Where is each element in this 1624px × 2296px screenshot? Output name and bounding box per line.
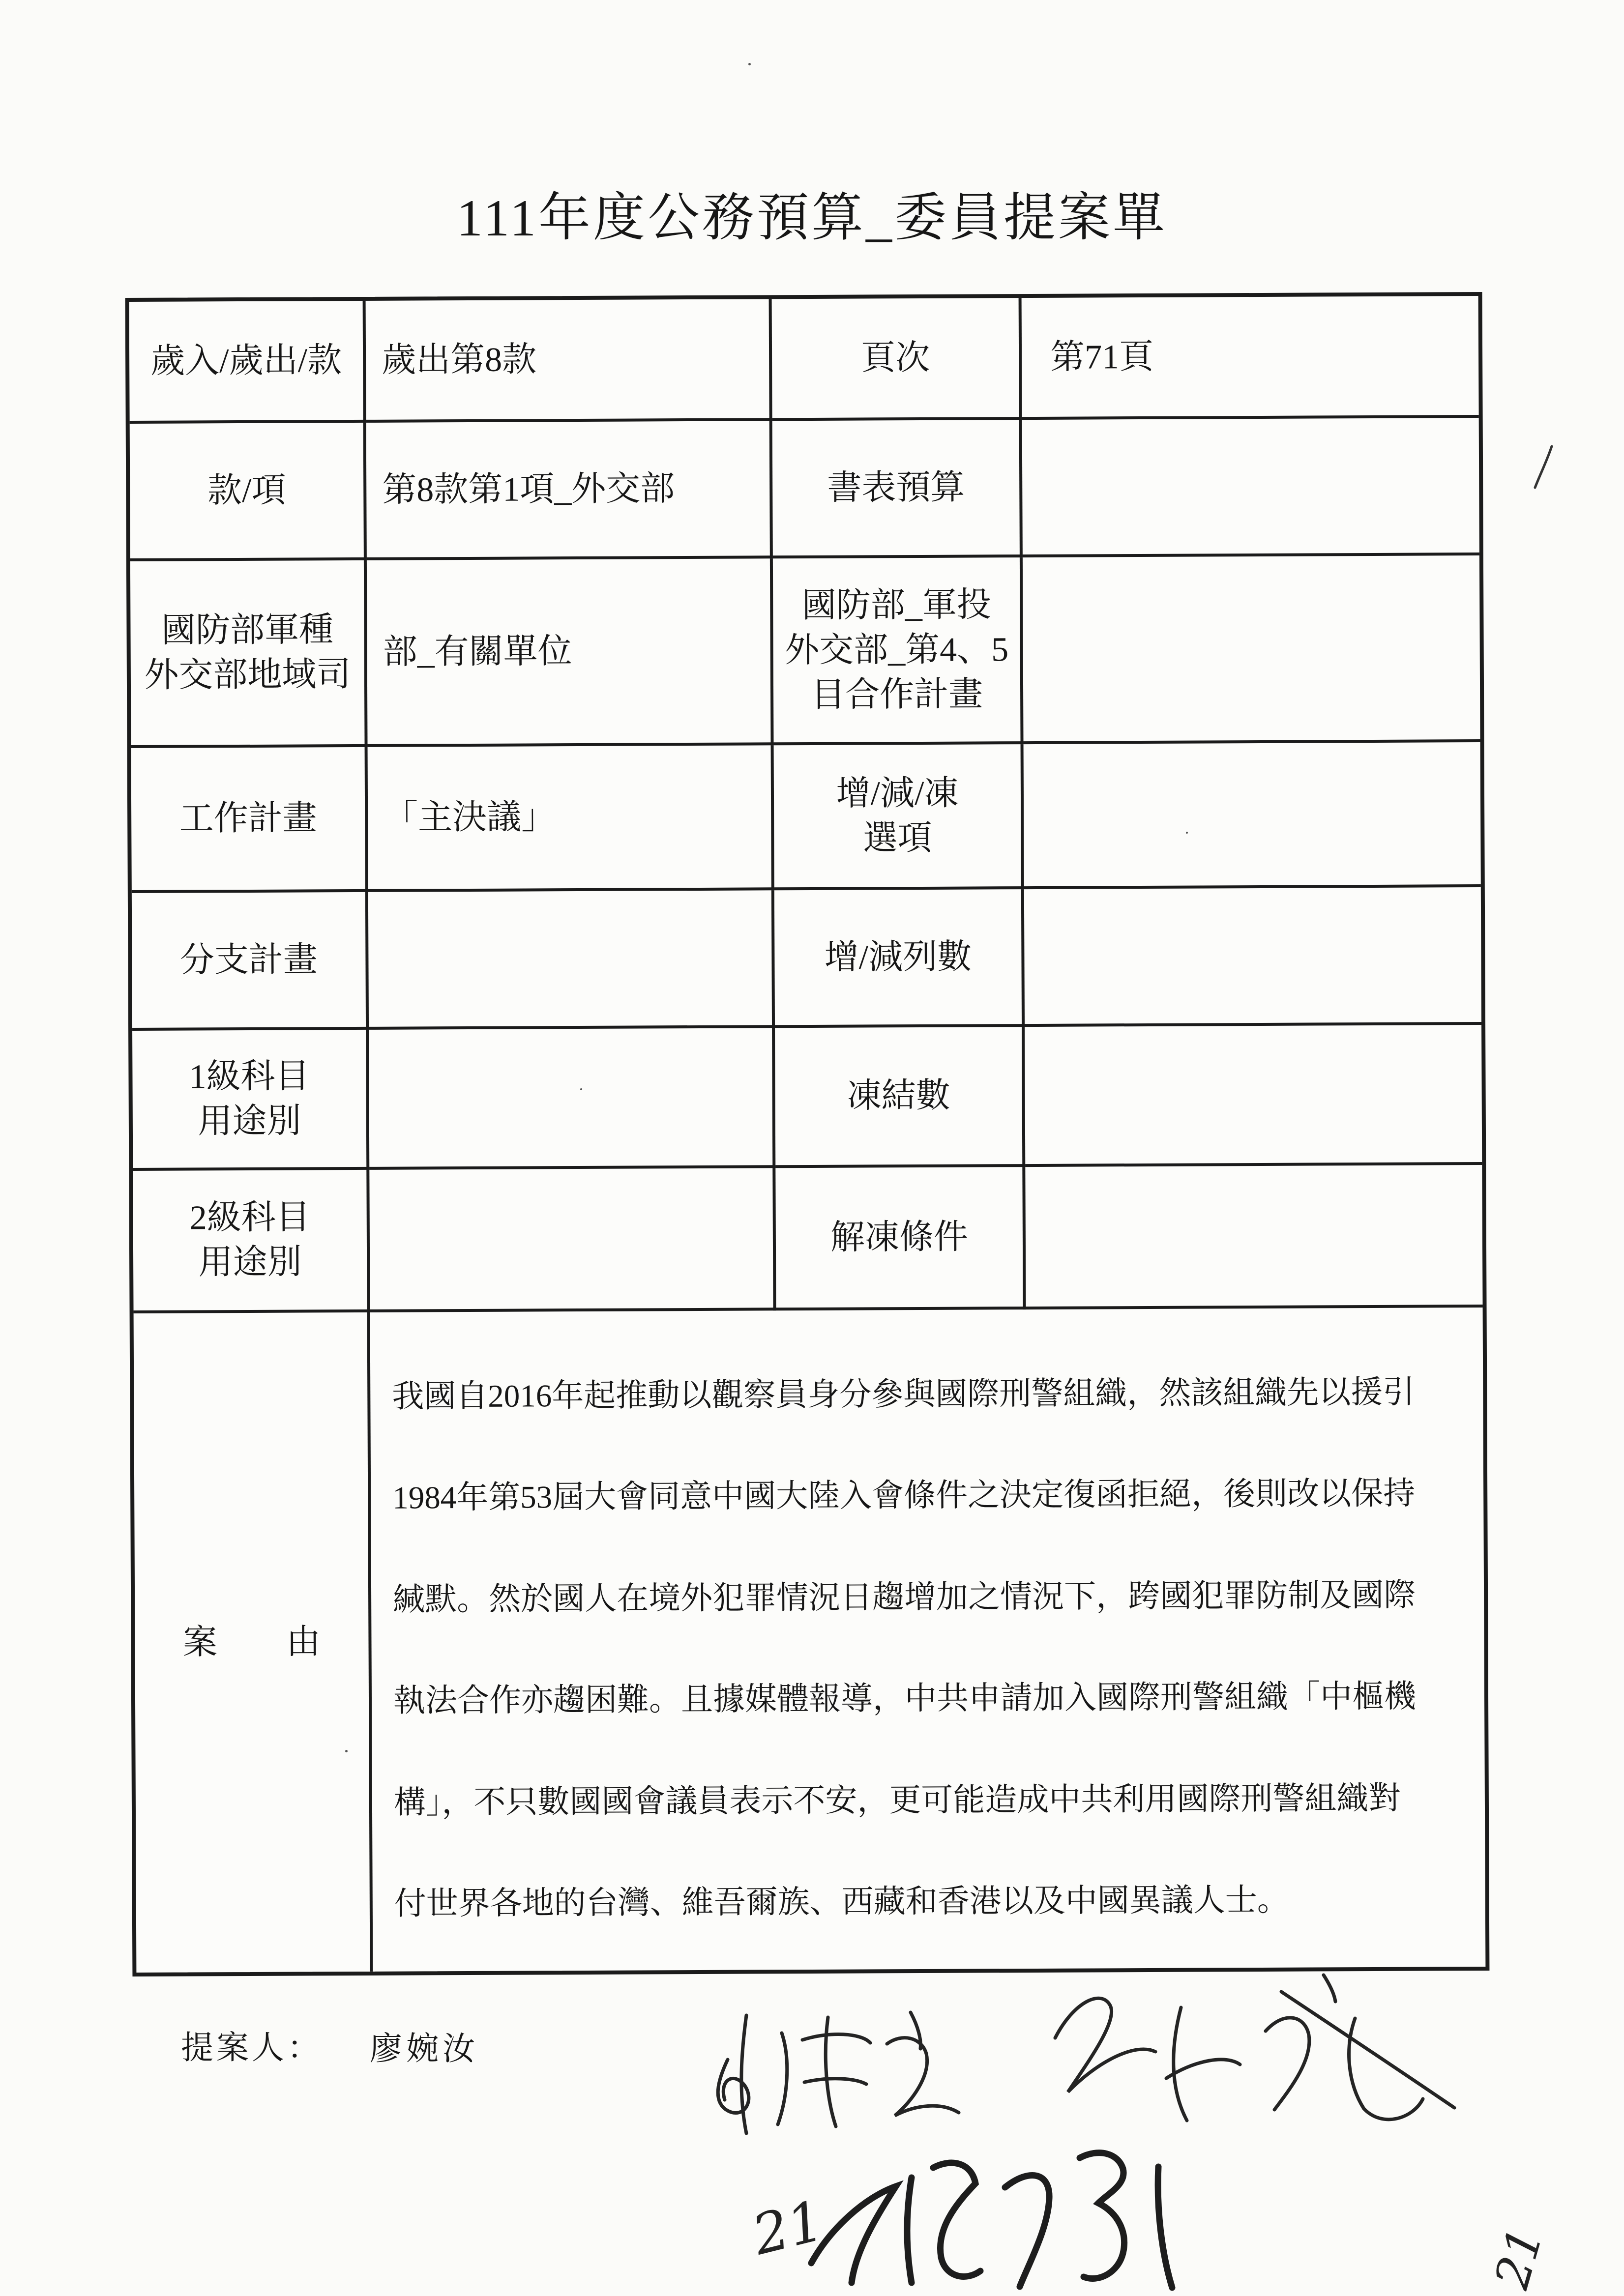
signature-strokes <box>783 2139 1225 2294</box>
case-line: 我國自2016年起推動以觀察員身分參與國際刑警組織，然該組織先以援引 <box>392 1374 1415 1415</box>
row1-value-left: 歲出第8款 <box>366 299 772 423</box>
row4-label-right: 增/減/凍 選項 <box>774 744 1024 890</box>
handwritten-signature-3 <box>783 2139 1225 2294</box>
row1-value-right: 第71頁 <box>1022 296 1479 420</box>
scan-speck <box>1186 832 1188 834</box>
row6-value-left <box>369 1028 775 1170</box>
row4-value-right <box>1024 742 1481 889</box>
row5-label-left: 分支計畫 <box>132 892 369 1031</box>
row2-value-right <box>1022 418 1479 557</box>
case-reason-label: 案 由 <box>134 1312 373 1973</box>
proposer-name: 廖婉汝 <box>370 2031 479 2067</box>
case-line: 執法合作亦趨困難。且據媒體報導，中共申請加入國際刑警組織「中樞機 <box>393 1679 1417 1719</box>
row7-value-left <box>369 1168 776 1312</box>
signature-strokes <box>1008 1960 1480 2142</box>
row4-label-left: 工作計畫 <box>131 747 368 893</box>
row5-value-right <box>1024 887 1481 1027</box>
row7-value-right <box>1025 1165 1482 1309</box>
row2-value-left: 第8款第1項_外交部 <box>366 421 773 560</box>
case-line: 付世界各地的台灣、維吾爾族、西藏和香港以及中國異議人士。 <box>394 1882 1289 1922</box>
handwritten-signature-2 <box>1008 1960 1480 2142</box>
scan-speck <box>580 1088 582 1090</box>
row4-value-left: 「主決議」 <box>368 745 774 892</box>
tick-stroke <box>1532 444 1555 490</box>
row1-label-left: 歲入/歲出/款 <box>129 301 366 424</box>
row3-label-right: 國防部_軍投 外交部_第4、5 目合作計畫 <box>773 557 1024 745</box>
row2-label-left: 款/項 <box>130 423 367 561</box>
scan-speck <box>748 63 751 65</box>
handwritten-page-number-right: 21 <box>1484 2221 1554 2295</box>
page-title: 111年度公務預算_委員提案單 <box>456 189 1168 247</box>
case-line: 緘默。然於國人在境外犯罪情況日趨增加之情況下，跨國犯罪防制及國際 <box>392 1577 1416 1618</box>
row3-value-right <box>1023 555 1480 744</box>
budget-proposal-table <box>125 292 1490 1976</box>
row7-label-left: 2級科目 用途別 <box>133 1170 370 1313</box>
handwritten-signature-1 <box>699 1986 974 2148</box>
scan-speck <box>345 1750 348 1752</box>
row6-label-right: 凍結數 <box>775 1027 1025 1168</box>
row6-label-left: 1級科目 用途別 <box>132 1030 369 1171</box>
row3-label-left: 國防部軍種 外交部地域司 <box>130 560 368 748</box>
row5-label-right: 增/減列數 <box>774 889 1025 1028</box>
row1-label-right: 頁次 <box>772 298 1022 421</box>
pen-tick-mark <box>1532 444 1555 490</box>
row2-label-right: 書表預算 <box>772 420 1023 558</box>
proposer-label: 提案人： <box>181 2030 323 2066</box>
row6-value-right <box>1025 1025 1482 1167</box>
case-line: 1984年第53屆大會同意中國大陸入會條件之決定復函拒絕，後則改以保持 <box>392 1476 1416 1516</box>
signature-strokes <box>699 1986 974 2148</box>
row5-value-left <box>368 890 775 1030</box>
handwritten-page-number-left: 21 <box>746 2188 830 2268</box>
row7-label-right: 解凍條件 <box>775 1167 1026 1310</box>
case-reason-text <box>370 1308 1486 1972</box>
row3-value-left: 部_有關單位 <box>367 558 774 747</box>
case-line: 構」，不只數國國會議員表示不安，更可能造成中共利用國際刑警組織對 <box>393 1780 1401 1821</box>
